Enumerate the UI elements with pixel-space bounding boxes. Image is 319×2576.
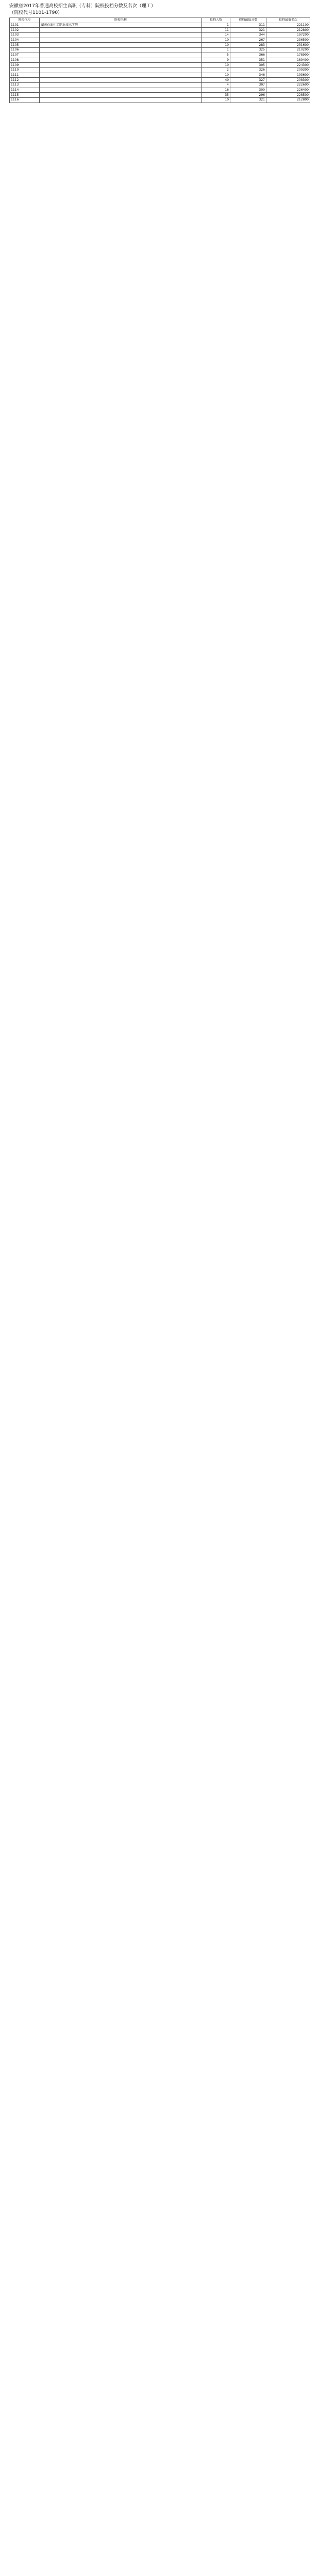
admitted-count: 5: [202, 53, 230, 58]
admitted-count: 9: [202, 58, 230, 63]
admitted-count: 16: [202, 88, 230, 93]
table-row: [10, 33, 310, 38]
min-score: 366: [230, 53, 266, 58]
school-name: [40, 38, 202, 43]
min-rank: 224300: [266, 63, 310, 68]
min-score: 351: [230, 58, 266, 63]
school-name: [40, 78, 202, 83]
min-score: 327: [230, 78, 266, 83]
header-min-rank: 投档最低名次: [266, 18, 310, 23]
min-rank: 197200: [266, 33, 310, 38]
school-name: [40, 93, 202, 98]
min-rank: 222600: [266, 82, 310, 88]
school-code: 1112: [10, 78, 40, 83]
school-code: 1113: [10, 82, 40, 88]
table-row: [10, 53, 310, 58]
table-row: [10, 48, 310, 53]
table-row: [10, 93, 310, 98]
min-rank: 210200: [266, 48, 310, 53]
admitted-count: 10: [202, 98, 230, 103]
min-score: 283: [230, 43, 266, 48]
school-code: 1110: [10, 67, 40, 73]
admitted-count: 1: [202, 48, 230, 53]
document-header: [0, 0, 319, 16]
min-rank: 212800: [266, 98, 310, 103]
table-row: [10, 23, 310, 28]
school-name: [40, 43, 202, 48]
table-row: [10, 98, 310, 103]
admitted-count: 10: [202, 43, 230, 48]
min-rank: 209300: [266, 67, 310, 73]
school-code: 1108: [10, 58, 40, 63]
min-score: 311: [230, 23, 266, 28]
table-row: [10, 73, 310, 78]
table-row: [10, 78, 310, 83]
school-code: 1106: [10, 48, 40, 53]
header-school-name: 院校名称: [40, 18, 202, 23]
min-rank: 228500: [266, 93, 310, 98]
min-rank: 226400: [266, 88, 310, 93]
school-code: 1105: [10, 43, 40, 48]
min-score: 325: [230, 48, 266, 53]
document-subtitle: （院校代号1101-1790）: [9, 10, 63, 15]
min-score: 321: [230, 98, 266, 103]
admitted-count: 35: [202, 93, 230, 98]
school-name: [40, 73, 202, 78]
min-score: 346: [230, 73, 266, 78]
min-score: 267: [230, 38, 266, 43]
school-name: 湖南石油化工职业技术学院: [40, 23, 202, 28]
document-title: 安徽省2017年普通高校招生高职（专科）院校投档分数及名次（理工）: [9, 4, 156, 9]
school-code: 1114: [10, 88, 40, 93]
min-rank: 231600: [266, 43, 310, 48]
min-score: 326: [230, 67, 266, 73]
min-score: 305: [230, 63, 266, 68]
header-min-score: 投档最低分数: [230, 18, 266, 23]
school-code: 1116: [10, 98, 40, 103]
header-admitted-count: 投档人数: [202, 18, 230, 23]
school-code: 1102: [10, 28, 40, 33]
school-name: [40, 28, 202, 33]
admitted-count: 2: [202, 67, 230, 73]
table-header-row: [10, 18, 310, 23]
min-score: 344: [230, 33, 266, 38]
min-rank: 208300: [266, 78, 310, 83]
admission-score-table: [0, 16, 319, 103]
admitted-count: 11: [202, 28, 230, 33]
table-row: [10, 82, 310, 88]
admitted-count: 1: [202, 23, 230, 28]
min-score: 296: [230, 93, 266, 98]
score-table: [9, 18, 310, 103]
min-rank: 236500: [266, 38, 310, 43]
school-code: 1101: [10, 23, 40, 28]
table-row: [10, 43, 310, 48]
table-row: [10, 67, 310, 73]
min-score: 300: [230, 88, 266, 93]
school-code: 1109: [10, 63, 40, 68]
min-rank: 193600: [266, 73, 310, 78]
school-name: [40, 48, 202, 53]
school-name: [40, 58, 202, 63]
header-school-code: 院校代号: [10, 18, 40, 23]
school-code: 1103: [10, 33, 40, 38]
school-name: [40, 82, 202, 88]
table-row: [10, 63, 310, 68]
admitted-count: 40: [202, 78, 230, 83]
admitted-count: 14: [202, 33, 230, 38]
min-rank: 212800: [266, 28, 310, 33]
table-row: [10, 38, 310, 43]
min-rank: 178900: [266, 53, 310, 58]
min-score: 307: [230, 82, 266, 88]
admitted-count: 4: [202, 82, 230, 88]
school-code: 1111: [10, 73, 40, 78]
school-name: [40, 98, 202, 103]
table-row: [10, 88, 310, 93]
table-row: [10, 28, 310, 33]
school-name: [40, 63, 202, 68]
admitted-count: 10: [202, 73, 230, 78]
school-name: [40, 67, 202, 73]
school-code: 1104: [10, 38, 40, 43]
school-name: [40, 53, 202, 58]
admitted-count: 10: [202, 38, 230, 43]
min-rank: 189400: [266, 58, 310, 63]
school-name: [40, 88, 202, 93]
school-name: [40, 33, 202, 38]
table-row: [10, 58, 310, 63]
min-rank: 221100: [266, 23, 310, 28]
school-code: 1115: [10, 93, 40, 98]
school-code: 1107: [10, 53, 40, 58]
min-score: 321: [230, 28, 266, 33]
admitted-count: 10: [202, 63, 230, 68]
